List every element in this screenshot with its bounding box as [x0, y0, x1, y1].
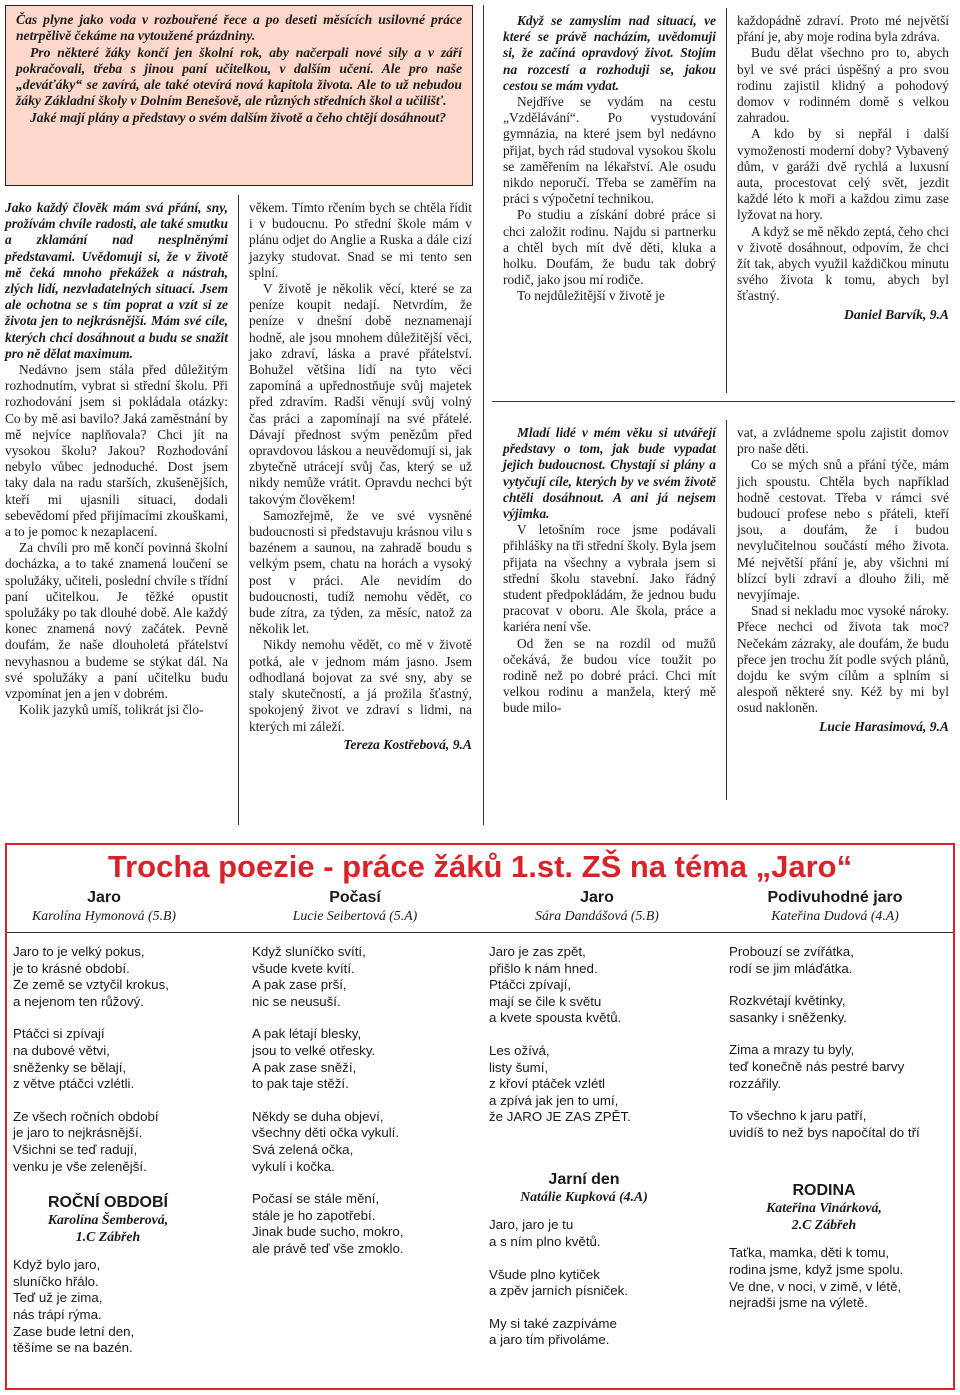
poem-line: z křoví ptáček vzlétl — [489, 1076, 606, 1092]
article2-paragraph: Po studiu a získání dobré práce si chci založit rodinu. Najdu si partnerku a chtěl bych mít dvě děti, kluka a holku. Doufám, že budu tak dobrý rodič, jako jsou mí rodiče. — [503, 207, 716, 288]
poem-line: ale právě teď vše zmoklo. — [252, 1240, 404, 1256]
poem-author: Natálie Kupková (4.A) — [520, 1188, 648, 1204]
intro-paragraph: Jaké mají plány a představy o svém dalším životě a čeho chtějí dosáhnout? — [30, 109, 447, 125]
poem-author: Kateřina Vinárková, — [766, 1200, 882, 1216]
poem-author: Karolína Hymonová (5.B) — [32, 908, 176, 923]
article2-signature: Daniel Barvík, 9.A — [844, 306, 949, 322]
poem-line: a jaro tím přivoláme. — [489, 1332, 610, 1348]
article1-paragraph: věkem. Tímto rčením bych se chtěla řídit i v budoucnu. Po střední škole mám v plánu odjet do Anglie a Ruska a dále cizí jazyky studovat. Snad se mi tento sen splní. — [249, 200, 472, 280]
poem-stanza — [13, 1257, 223, 1357]
poem-line: mají se čile k světu — [489, 993, 602, 1009]
poem-author: Karolína Šemberová, — [47, 1212, 169, 1228]
poem-line: Všude plno kytiček — [489, 1266, 600, 1282]
poem-body — [729, 944, 949, 1328]
poem-line: Když bylo jaro, — [13, 1257, 101, 1273]
article1-paragraph: Kolik jazyků umíš, tolikrát jsi člo- — [19, 702, 204, 718]
poem-header — [0, 888, 219, 924]
poem-line: Zase bude letní den, — [13, 1323, 135, 1339]
article1-paragraph: Samozřejmě, že ve své vysněné budoucnosti si představuju krásnou vilu s bazénem a saunou, na zahradě boudu s velkým psem, chatu na horách a vysoký post v práci. Ale nevidím do budoucnosti, tudíž nemohu vědět, co bude zítra, za týden, za měsíc, natož za několik let. — [249, 507, 472, 637]
poem-line: nejradši jsme na výletě. — [729, 1295, 868, 1311]
poem-line: sněženky se bělají, — [13, 1059, 127, 1075]
poem-line: venku je vše zelenější. — [13, 1158, 147, 1174]
poem-line: je jaro to nejkrásnější. — [13, 1125, 143, 1141]
column-divider — [726, 8, 727, 393]
article3-paragraph: V letošním roce jsme podávali přihlášky na tři střední školy. Byla jsem přijata na všechny a vybrala jsem si střední školu stavební. Jako řádný student předpokládám, že jednou budu pracovat v oboru. Ale škola, práce a kariéra není vše. — [503, 522, 716, 635]
poem-stanza — [252, 944, 462, 1010]
poem-author: Kateřina Dudová (4.A) — [771, 908, 899, 923]
poem-line: Taťka, mamka, děti k tomu, — [729, 1245, 890, 1261]
poem-line: nás trápí rýma. — [13, 1306, 102, 1322]
poem-line: Rozkvétají květinky, — [729, 993, 846, 1009]
poem-line: Zima a mrazy tu byly, — [729, 1042, 855, 1058]
intro-paragraph: Čas plyne jako voda v rozbouřené řece a po deseti měsících usilovné práce netrpělivě čekáme na vytoužené prázdniny. — [16, 12, 462, 44]
poem-title: Jarní den — [548, 1170, 620, 1188]
poem-stanza — [13, 1109, 223, 1175]
article2-paragraph: Nejdříve se vydám na cestu „Vzdělávání“. Po vystudování gymnázia, na které jsem byl nedávno přijat, bych rád studoval vysokou školu se zaměřením na lékařství. Ale osudu nikdo neporučí. Třeba se zaměřím na práci s výpočetní technikou. — [503, 94, 716, 207]
poem-line: nic se neusuší. — [252, 993, 341, 1009]
poem-stanza — [489, 944, 699, 1027]
article3-paragraph: Snad si nekladu moc vysoké nároky. Přece nechci od života tak moc? Nečekám zázraky, ale doufám, že budu přece jen trochu žít podle svých plánů, dojdu ke svým cílům a splním si alespoň některé sny. Kéž by mi byl osud nakloněn. — [737, 603, 949, 716]
poem-author: Lucie Seibertová (5.A) — [292, 908, 418, 923]
intro-paragraph: Pro některé žáky končí jen školní rok, aby načerpali nové síly a v září pokračovali, třeba s jinou paní učitelkou, v dalším učení. Ale pro naše „deváťáky“ se zavírá, ale také otevírá nová kapitola života. Ale to už nebudou žáky Základní školy v Dolním Benešově, ale různých středních škol a učilišť. — [16, 44, 462, 109]
section-divider — [492, 401, 955, 402]
column-divider — [238, 195, 239, 825]
poem-author-class: 1.C Zábřeh — [75, 1228, 141, 1244]
poem-line: Probouzí se zvířátka, — [729, 944, 854, 959]
poem-line: Všichni se teď radují, — [13, 1141, 138, 1157]
poem-header — [482, 888, 712, 924]
poem-stanza — [729, 944, 949, 977]
poem-line: Svá zelená očka, — [252, 1141, 354, 1157]
poem-header — [13, 1193, 203, 1245]
poem-body — [13, 944, 223, 1373]
poem-line: sasanky i sněženky. — [729, 1009, 848, 1025]
poetry-title: Trocha poezie - práce žáků 1.st. ZŠ na téma „Jaro“ — [107, 849, 853, 884]
poem-line: na dubové větvi, — [13, 1042, 110, 1058]
intro-box — [5, 5, 473, 186]
article1-lead: Jako každý člověk mám svá přání, sny, prožívám chvíle radosti, ale také smutku a zklamání nad nesplněnými představami. Uvědomuji si, že v životě mě čeká mnoho překážek a nástrah, zlých lidí, nezvladatelných situací. Jsem ale ochotna se s tím poprat a vzít si ze života jen to nejkrásnější. Mám své cíle, kterých chci dosáhnout a budu se snažit pro ně dělat maximum. — [5, 200, 228, 361]
poem-line: je to krásné období. — [13, 960, 130, 976]
poem-line: Ptáčci si zpívají — [13, 1026, 105, 1042]
article2-col2 — [737, 13, 949, 323]
poem-stanza — [13, 1026, 223, 1092]
poem-line: A pak zase sněží, — [252, 1059, 357, 1075]
poem-line: Les ožívá, — [489, 1042, 550, 1058]
poem-line: teď konečně nás pestré barvy rozzářily. — [729, 1058, 905, 1091]
article3-signature: Lucie Harasimová, 9.A — [819, 718, 949, 734]
poem-line: Ze všech ročních období — [13, 1108, 159, 1124]
article2-paragraph: A když se mě někdo zeptá, čeho chci v životě dosáhnout, odpovím, že chci žít tak, abych využil každičkou minutu svého života k tomu, abych byl šťastný. — [737, 223, 949, 304]
poem-body — [252, 944, 462, 1274]
poem-line: Počasí se stále mění, — [252, 1191, 380, 1207]
poem-line: My si také zazpíváme — [489, 1315, 617, 1331]
poem-line: Jaro to je velký pokus, — [13, 944, 145, 959]
poem-title: Počasí — [329, 889, 381, 906]
poem-line: to pak taje stěží. — [252, 1076, 349, 1092]
poem-stanza — [729, 993, 949, 1026]
poem-header — [729, 1181, 919, 1233]
poem-line: přišlo k nám hned. — [489, 960, 598, 976]
article2-lead: Když se zamyslím nad situací, ve které se právě nacházím, uvědomuji si, že začíná opravdový život. Stojím na rozcestí a rozhoduji se, jakou cestou se mám vydat. — [503, 13, 716, 93]
poem-line: všude kvete kvítí. — [252, 960, 355, 976]
poem-title: RODINA — [792, 1182, 856, 1200]
poem-author: Sára Dandášová (5.B) — [535, 908, 659, 923]
poem-stanza — [729, 1108, 949, 1141]
poem-line: Jinak bude sucho, mokro, — [252, 1224, 404, 1240]
article2-col1 — [503, 13, 716, 305]
poem-line: vykulí i kočka. — [252, 1158, 335, 1174]
poem-line: Někdy se duha objeví, — [252, 1108, 384, 1124]
poem-line: uvidíš to než bys napočítal do tří — [729, 1124, 920, 1140]
poem-line: rodina jsme, když jsme spolu. — [729, 1261, 904, 1277]
article2-paragraph: každopádně zdraví. Proto mé největší přání je, aby moje rodina byla zdráva. — [737, 13, 949, 45]
poem-stanza — [252, 1191, 462, 1257]
poem-line: Jaro je zas zpět, — [489, 944, 586, 959]
column-divider — [483, 5, 484, 825]
poem-stanza — [729, 1245, 949, 1311]
poem-line: z větve ptáčci vzlétli. — [13, 1076, 135, 1092]
poem-stanza — [489, 1316, 699, 1349]
article1-paragraph: Nedávno jsem stála před důležitým rozhodnutím, vybrat si střední školu. Při rozhodování jsem si pokládala otázky: Co by mě asi bavilo? Jaká zaměstnání by mě nejvíce naplňovala? Chci jít na vysokou školu? Jakou? Rozhodování nebylo vůbec jednoduché. Dost jsem taky dala na radu starších, zkušenějších, kteří mi ujasnili situaci, dodali sebevědomí před přijímacími zkouškami, a to je pomoc k nezaplacení. — [5, 362, 228, 540]
poem-stanza — [489, 1217, 699, 1250]
poem-title: Jaro — [87, 889, 121, 906]
poem-line: listy šumí, — [489, 1059, 549, 1075]
article2-paragraph: Budu dělat všechno pro to, abych byl ve své práci úspěšný a pro svou rodinu zajistil klidný a pohodový domov v rodinném domě s velkou zahradou. — [737, 45, 949, 126]
poem-line: a nejenom ten růžový. — [13, 993, 144, 1009]
poem-line: Ptáčci zpívají, — [489, 977, 572, 993]
article1-paragraph: Nikdy nemohu vědět, co mě v životě potká, ale v jednom mám jasno. Jsem odhodlaná bojovat za své sny, aby se staly skutečností, a já prožila šťastný, spokojený život ve zdraví s lidmi, na kterých mi záleží. — [249, 637, 472, 734]
article1-col2 — [249, 200, 472, 753]
article3-paragraph: Od žen se na rozdíl od mužů očekává, že budou více toužit po rodině než po dobré práci. Chci mít velkou rodinu a manžela, který mě bude milo- — [503, 635, 716, 716]
article3-col2 — [737, 425, 949, 735]
poem-stanza — [489, 1267, 699, 1300]
poem-line: všechny děti očka vykulí. — [252, 1125, 400, 1141]
poem-line: Teď už je zima, — [13, 1290, 103, 1306]
poem-line: a zpívá jak jen to umí, — [489, 1092, 619, 1108]
article3-paragraph: Co se mých snů a přání týče, mám jich spoustu. Chtěla bych například hodně cestovat. Třeba v rámci své budoucí profese nebo s přáteli, kteří jsou, a doufám, že i budou nevylučitelnou součástí mého života. Mé největší přání je, aby všichni mí blízcí byli zdraví a dlouho žili, mě nevyjímaje. — [737, 457, 949, 603]
poem-stanza — [489, 1043, 699, 1126]
article2-paragraph: To nejdůležitější v životě je — [517, 288, 665, 304]
article1-signature: Tereza Kostřebová, 9.A — [343, 736, 472, 752]
poem-line: a s ním plno květů. — [489, 1234, 601, 1250]
poetry-header-divider — [7, 932, 953, 933]
poem-line: rodí se jim mláďátka. — [729, 960, 853, 976]
poem-header — [489, 1170, 679, 1206]
article1-paragraph: V životě je několik věcí, které se za peníze koupit nedají. Netvrdím, že peníze v dnešní době neznamenají hodně, ale jsou mnohem důležitější věci, jako zdraví, láska a pravé přátelství. Bohužel většina lidí na tyto věci zapomíná a upřednostňuje svůj majetek před zdravím. Radši věnují svůj volný čas práci a zapomínají na své přátelé. Dávají přednost svým penězům před opravdovou láskou a neuvědomují si, jak zbytečně utrácejí svůj čas, který se už nikdy nemůže vrátit. Opravdu nechci být takovým člověkem! — [249, 281, 472, 507]
article1-col1 — [5, 200, 228, 719]
poem-line: A pak zase prší, — [252, 977, 347, 993]
poem-title: Podivuhodné jaro — [767, 889, 903, 906]
poem-stanza — [729, 1042, 949, 1092]
poem-stanza — [252, 1109, 462, 1175]
poem-line: Ve dne, v noci, v zimě, v létě, — [729, 1278, 902, 1294]
article2-paragraph: A kdo by si nepřál i další vymoženosti moderní doby? Vybavený dům, v garáži dvě rychlá a luxusní auta, procestovat celý svět, jezdit každé léto k moři a každou zimu zase lyžovat na hory. — [737, 126, 949, 223]
article3-paragraph: vat, a zvládneme spolu zajistit domov pro naše děti. — [737, 425, 949, 457]
poem-header — [240, 888, 470, 924]
article1-paragraph: Za chvíli pro mě končí povinná školní docházka, a to také znamená loučení se spolužáky, učiteli, poslední chvíle s třídní paní učitelkou. Je těžké opustit spolužáky po tak dlouhé době. Ale každý konec znamená nový začátek. Pevně doufám, že naše dlouholetá přátelství nevyhasnou a budeme se stýkat dál. Na své spolužáky a paní učitelku budu vzpomínat jen a jen v dobrém. — [5, 540, 228, 702]
poem-line: sluníčko hřálo. — [13, 1273, 99, 1289]
poem-body — [489, 944, 699, 1365]
poem-line: stále je ho zapotřebí. — [252, 1207, 376, 1223]
poem-line: těšíme se na bazén. — [13, 1340, 133, 1356]
poem-line: a kvete spousta květů. — [489, 1010, 622, 1026]
poem-title: Jaro — [580, 889, 614, 906]
poem-line: To všechno k jaru patří, — [729, 1108, 867, 1124]
poem-title: ROČNÍ OBDOBÍ — [48, 1194, 168, 1212]
poem-stanza — [252, 1026, 462, 1092]
poem-author-class: 2.C Zábřeh — [791, 1216, 857, 1232]
poem-line: že JARO JE ZAS ZPĚT. — [489, 1109, 631, 1125]
poem-line: a zpěv jarních písniček. — [489, 1283, 628, 1299]
poem-stanza — [13, 944, 223, 1010]
poem-line: Jaro, jaro je tu — [489, 1217, 574, 1233]
poem-line: A pak létají blesky, — [252, 1026, 362, 1042]
poem-line: jsou to velké otřesky. — [252, 1042, 376, 1058]
article3-lead: Mladí lidé v mém věku si utvářejí představy o tom, jak bude vypadat jejich budoucnost. Chystají si plány a vytyčují cíle, kterých by ve svém životě chtěli dosáhnout. A ani já nejsem výjimka. — [503, 425, 716, 522]
column-divider — [726, 420, 727, 800]
poem-line: Ze země se vztyčil krokus, — [13, 977, 169, 993]
poem-line: Když sluníčko svítí, — [252, 944, 366, 959]
article3-col1 — [503, 425, 716, 717]
poem-header — [720, 888, 950, 924]
